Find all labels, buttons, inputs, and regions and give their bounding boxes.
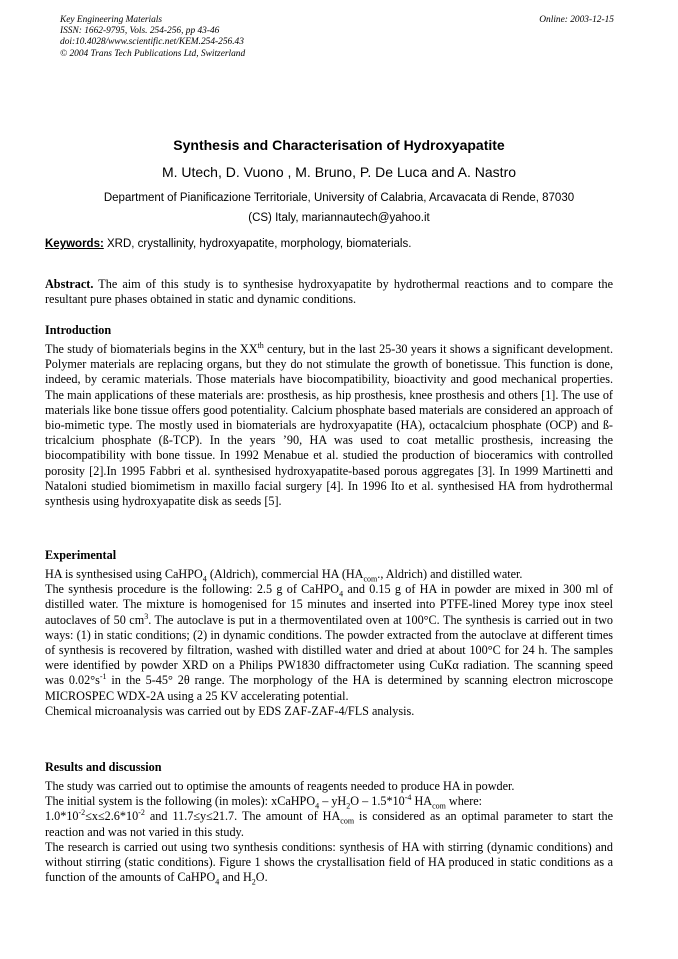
exp-text-4: The synthesis procedure is the following: 2.5 g of CaHPO: [45, 582, 340, 597]
res-text-1: The study was carried out to optimise the amounts of reagents needed to produce HA in powder.: [45, 779, 515, 793]
res-sup-7: -2: [78, 808, 86, 818]
exp-sup-5: 3: [144, 611, 149, 621]
res-sub-9: com: [340, 816, 355, 826]
exp-sub-4: 4: [339, 589, 344, 599]
res-text-3: – yH: [319, 794, 347, 809]
abstract-label: Abstract.: [45, 277, 94, 291]
paper-title: Synthesis and Characterisation of Hydroxyapatite: [173, 137, 505, 153]
res-text-4: O – 1.5*10: [350, 794, 405, 809]
exp-text-1: HA is synthesised using CaHPO: [45, 567, 203, 581]
abstract: [45, 277, 613, 307]
journal-copyright: © 2004 Trans Tech Publications Ltd, Switzerland: [60, 48, 246, 59]
introduction-body: [45, 342, 613, 509]
affiliation-line-2: (CS) Italy, mariannautech@yahoo.it: [248, 212, 430, 224]
exp-sub-2: com: [363, 574, 378, 584]
journal-name: Key Engineering Materials: [60, 15, 163, 25]
experimental-heading: Experimental: [45, 548, 117, 562]
journal-info: [60, 15, 614, 60]
res-sup-4: -4: [404, 793, 412, 803]
abstract-text: The aim of this study is to synthesise hydroxyapatite by hydrothermal reactions and to compare the resultant pure phases obtained in static and dynamic conditions.: [45, 277, 613, 307]
res-text-7: 1.0*10: [45, 809, 79, 824]
res-text-8: ≤x≤2.6*10: [85, 809, 139, 824]
exp-text-5: and 0.15 g of HA in powder are mixed in 300 ml of distilled water. The mixture is homogenised for 15 minutes and inserted into PTFE-lined Morey type inox steel autoclaves of 50 cm: [45, 582, 613, 627]
keywords: [45, 238, 635, 250]
introduction-heading: Introduction: [45, 323, 112, 337]
exp-text-2: (Aldrich), commercial HA (HA: [206, 567, 364, 581]
res-text-2: The initial system is the following (in moles): xCaHPO: [45, 794, 316, 809]
results-heading: Results and discussion: [45, 760, 162, 774]
exp-sup-6: -1: [99, 672, 107, 682]
intro-text-a: The study of biomaterials begins in the XX: [45, 342, 258, 356]
exp-text-6: . The autoclave is put in a thermoventilated oven at 100°C. The synthesis is carried out in two ways: (1) in static conditions; (2) in dynamic conditions. The powder extracted from the autoclave at different times of synthesis is recovered by filtration, washed with distilled water and dried at about 100°C for 24 h. The samples were identified by powder XRD on a Philips PW1830 diffractometer using CuKα radiation. The scanning speed was 0.02°s: [45, 612, 613, 688]
results-body: [45, 779, 613, 885]
res-sub-2: 4: [315, 801, 320, 811]
res-sup-8: -2: [138, 808, 145, 818]
res-sub-5: com: [432, 801, 446, 811]
online-date: Online: 2003-12-15: [539, 15, 614, 25]
res-text-6: where:: [445, 794, 483, 809]
affiliation: [40, 188, 638, 228]
res-text-12: and H: [219, 870, 252, 885]
exp-sub-1: 4: [202, 574, 207, 584]
res-text-11: The research is carried out using two synthesis conditions: synthesis of HA with stirring (dynamic conditions) and without stirring (static conditions). Figure 1 shows the crystallisation field of HA produced in static conditions as a function of the amounts of CaHPO: [45, 839, 613, 885]
affiliation-line-1: Department of Pianificazione Territoriale, University of Calabria, Arcavacata di Rende, 87030: [103, 192, 575, 204]
res-sub-11: 4: [215, 877, 220, 887]
keywords-text: XRD, crystallinity, hydroxyapatite, morphology, biomaterials.: [103, 238, 412, 250]
intro-sup: th: [257, 340, 264, 350]
experimental-body: [45, 567, 613, 719]
res-text-9: and 11.7≤y≤21.7. The amount of HA: [144, 809, 341, 824]
exp-text-8: Chemical microanalysis was carried out by EDS ZAF-ZAF-4/FLS analysis.: [45, 703, 415, 718]
paper-authors: M. Utech, D. Vuono , M. Bruno, P. De Luca and A. Nastro: [161, 164, 517, 180]
exp-text-7: in the 5-45° 2θ range. The morphology of the HA is determined by scanning electron microscope MICROSPEC WDX-2A using a 25 KV accelerating potential.: [45, 673, 613, 703]
exp-text-3: ., Aldrich) and distilled water.: [377, 567, 523, 581]
journal-header: [60, 15, 614, 60]
res-text-10: is considered as an optimal parameter to start the reaction and was not varied in this study.: [45, 809, 613, 839]
journal-doi: doi:10.4028/www.scientific.net/KEM.254-256.43: [60, 37, 244, 48]
keywords-label: Keywords:: [45, 238, 104, 250]
res-sub-3: 2: [346, 801, 351, 811]
res-text-13: O.: [255, 870, 268, 885]
res-text-5: HA: [411, 794, 433, 809]
res-sub-12: 2: [251, 877, 256, 887]
intro-text-b: century, but in the last 25-30 years it shows a significant development. Polymer materials are replacing organs, but they do not stimulate the growth of bonetissue. This function is done, indeed, by ceramic materials. Those materials have biocompatibility, bioactivity and good mechanical properties. The main applications of these materials are: prosthesis, as hip prosthesis, knee prosthesis and others [1]. The use of materials like bone tissue offers good potentiality. Calcium phosphate based materials are considered an approach of bio-mimetic type. The mostly used in biomaterials are hydroxyapatite (HA), octacalcium phosphate (OCP) and ß-tricalcium phosphate (ß-TCP). In the years ’90, HA was used to coat metallic prosthesis, increasing the biocompatibility with bone tissue. In 1992 Menabue et al. studied the production of bioceramics with controlled porosity [2].In 1995 Fabbri et al. synthesised hydroxyapatite-based porous aggregates [3]. In 1999 Martinetti and Nataloni studied biomimetism in maxillo facial surgery [4]. In 1996 Ito et al. synthesised HA from hydrothermal synthesis using hydroxyapatite disk as seeds [5].: [45, 342, 613, 509]
journal-issn: ISSN: 1662-9795, Vols. 254-256, pp 43-46: [60, 26, 220, 37]
